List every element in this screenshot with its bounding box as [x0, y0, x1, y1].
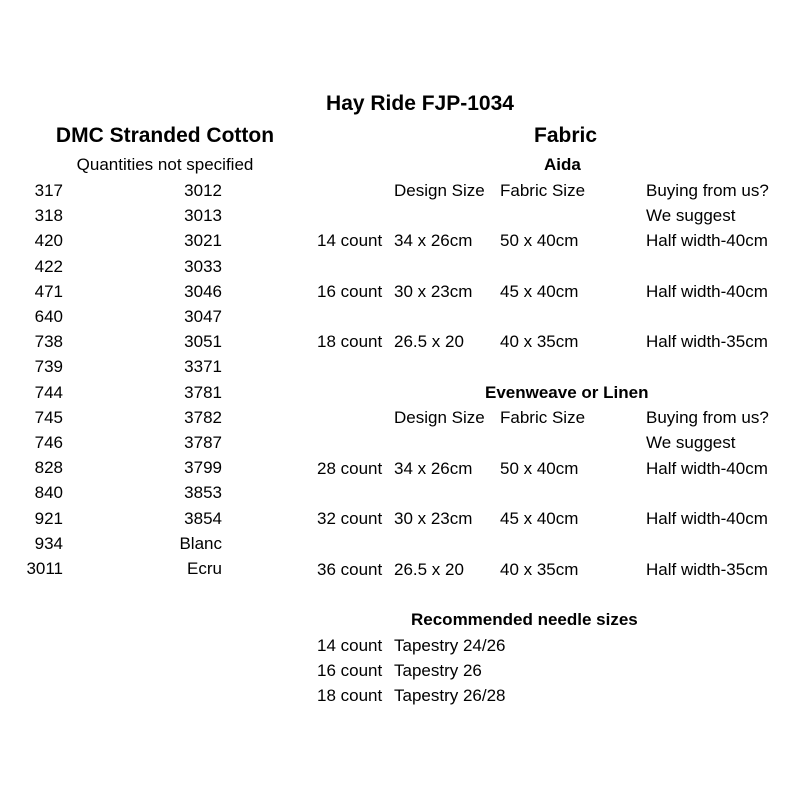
evenweave-row-count: 28 count [317, 459, 383, 478]
needle-row-count: 18 count [317, 686, 383, 705]
fabric-heading: Fabric [534, 124, 598, 147]
thread-code: 471 [34, 282, 63, 301]
thread-code: 746 [34, 433, 63, 452]
page-title: Hay Ride FJP-1034 [326, 92, 514, 115]
aida-row-fabric: 50 x 40cm [500, 231, 579, 250]
thread-code: 3033 [184, 257, 222, 276]
thread-code: 3051 [184, 332, 222, 351]
thread-code: 840 [34, 483, 63, 502]
thread-code: 739 [34, 357, 63, 376]
thread-code: 640 [34, 307, 63, 326]
thread-code: Blanc [179, 534, 222, 553]
thread-code: 3854 [184, 509, 222, 528]
evenweave-row-design: 26.5 x 20 [394, 560, 464, 579]
thread-code: 745 [34, 408, 63, 427]
thread-code: 3047 [184, 307, 222, 326]
thread-code: 3371 [184, 357, 222, 376]
evenweave-col-fabric: Fabric Size [500, 408, 586, 427]
thread-code: 3781 [184, 383, 222, 402]
aida-heading: Aida [544, 155, 581, 174]
thread-code: 744 [34, 383, 63, 402]
needle-row-count: 16 count [317, 661, 383, 680]
threads-heading: DMC Stranded Cotton [55, 124, 275, 147]
threads-note: Quantities not specified [76, 155, 254, 174]
thread-code: 3787 [184, 433, 222, 452]
needle-row-count: 14 count [317, 636, 383, 655]
evenweave-row-buy: Half width-40cm [646, 459, 768, 478]
thread-code: 3013 [184, 206, 222, 225]
evenweave-row-buy: Half width-40cm [646, 509, 768, 528]
evenweave-col-buy2: We suggest [646, 433, 736, 452]
aida-row-count: 18 count [317, 332, 383, 351]
evenweave-row-count: 32 count [317, 509, 383, 528]
evenweave-col-buy: Buying from us? [646, 408, 769, 427]
aida-row-design: 34 x 26cm [394, 231, 473, 250]
aida-col-buy: Buying from us? [646, 181, 769, 200]
aida-row-buy: Half width-35cm [646, 332, 768, 351]
thread-code: 420 [34, 231, 63, 250]
aida-row-count: 16 count [317, 282, 383, 301]
thread-code: 934 [34, 534, 63, 553]
evenweave-col-design: Design Size [394, 408, 485, 427]
thread-code: 3012 [184, 181, 222, 200]
evenweave-row-fabric: 50 x 40cm [500, 459, 579, 478]
needle-row-size: Tapestry 26/28 [394, 686, 506, 705]
thread-code: 318 [34, 206, 63, 225]
aida-row-design: 26.5 x 20 [394, 332, 464, 351]
thread-code: Ecru [187, 559, 222, 578]
thread-code: 3853 [184, 483, 222, 502]
aida-row-fabric: 45 x 40cm [500, 282, 579, 301]
thread-code: 422 [34, 257, 63, 276]
needles-heading: Recommended needle sizes [411, 610, 638, 629]
thread-code: 738 [34, 332, 63, 351]
thread-code: 3782 [184, 408, 222, 427]
needle-row-size: Tapestry 24/26 [394, 636, 506, 655]
thread-code: 3046 [184, 282, 222, 301]
evenweave-heading: Evenweave or Linen [485, 383, 649, 402]
evenweave-row-design: 30 x 23cm [394, 509, 473, 528]
aida-row-buy: Half width-40cm [646, 282, 768, 301]
thread-code: 3021 [184, 231, 222, 250]
evenweave-row-count: 36 count [317, 560, 383, 579]
thread-code: 317 [34, 181, 63, 200]
aida-row-buy: Half width-40cm [646, 231, 768, 250]
aida-row-count: 14 count [317, 231, 383, 250]
evenweave-row-fabric: 40 x 35cm [500, 560, 579, 579]
evenweave-row-fabric: 45 x 40cm [500, 509, 579, 528]
evenweave-row-design: 34 x 26cm [394, 459, 473, 478]
aida-col-buy2: We suggest [646, 206, 736, 225]
aida-row-design: 30 x 23cm [394, 282, 473, 301]
aida-row-fabric: 40 x 35cm [500, 332, 579, 351]
thread-code: 828 [34, 458, 63, 477]
thread-code: 3011 [26, 559, 63, 578]
evenweave-row-buy: Half width-35cm [646, 560, 768, 579]
needle-row-size: Tapestry 26 [394, 661, 482, 680]
aida-col-design: Design Size [394, 181, 485, 200]
thread-code: 3799 [184, 458, 222, 477]
aida-col-fabric: Fabric Size [500, 181, 586, 200]
thread-code: 921 [34, 509, 63, 528]
